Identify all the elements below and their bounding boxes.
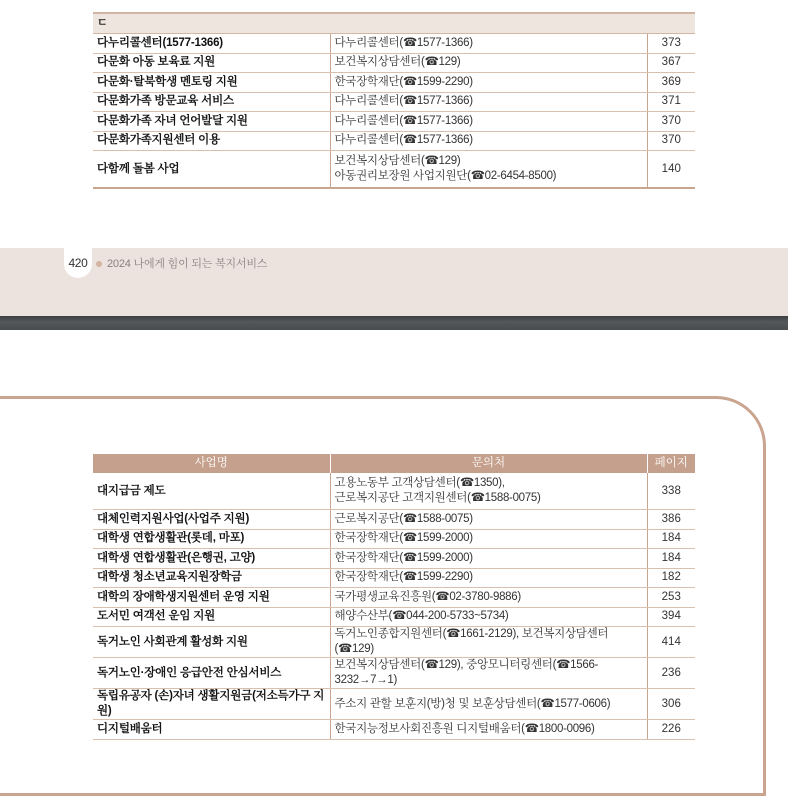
contact-line: 근로복지공단(☎1588-0075): [334, 512, 473, 525]
contact-info: [330, 627, 647, 658]
table-row: [93, 34, 695, 54]
contact-line: 다누리콜센터(☎1577-1366): [334, 36, 473, 49]
table-row: [93, 658, 695, 689]
contact-info: [330, 658, 647, 689]
table-row: [93, 588, 695, 608]
contact-info: [330, 529, 647, 549]
contact-line: 보건복지상담센터(☎129), 중앙모니터링센터(☎1566-3232→7→1): [334, 659, 599, 686]
page-ref: 373: [647, 34, 695, 54]
contact-info: [330, 510, 647, 530]
table-row: [93, 73, 695, 93]
table-row: [93, 151, 695, 189]
program-name: 대학생 청소년교육지원장학금: [93, 568, 330, 588]
program-name: 도서민 여객선 운임 지원: [93, 607, 330, 627]
page-ref: 184: [647, 529, 695, 549]
contact-info: [330, 53, 647, 73]
program-name: 독거노인·장애인 응급안전 안심서비스: [93, 658, 330, 689]
page-ref: 253: [647, 588, 695, 608]
contact-info: [330, 73, 647, 93]
contact-line: 다누리콜센터(☎1577-1366): [334, 114, 473, 127]
contact-line: 보건복지상담센터(☎129): [334, 56, 461, 69]
table-row: [93, 53, 695, 73]
program-name: 다누리콜센터(1577-1366): [93, 34, 330, 54]
table-header-row: [93, 454, 695, 473]
bullet-dot-icon: [96, 261, 102, 267]
contact-line: 한국장학재단(☎1599-2000): [334, 532, 473, 545]
page-ref: 182: [647, 568, 695, 588]
page-ref: 338: [647, 473, 695, 510]
header-name: 사업명: [93, 454, 330, 473]
contact-line: 다누리콜센터(☎1577-1366): [334, 134, 473, 147]
table-row: [93, 510, 695, 530]
contact-line: 아동권리보장원 사업지원단(☎02-6454-8500): [334, 170, 557, 182]
program-name: 다함께 돌봄 사업: [93, 151, 330, 189]
contact-info: [330, 607, 647, 627]
program-name: 대체인력지원사업(사업주 지원): [93, 510, 330, 530]
contact-line: 주소지 관할 보훈지(방)청 및 보훈상담센터(☎1577-0606): [334, 697, 611, 710]
page-ref: 226: [647, 720, 695, 740]
program-name: 다문화·탈북학생 멘토링 지원: [93, 73, 330, 93]
page-ref: 386: [647, 510, 695, 530]
page-ref: 394: [647, 607, 695, 627]
program-name: 대학의 장애학생지원센터 운영 지원: [93, 588, 330, 608]
contact-info: [330, 112, 647, 132]
table-row: [93, 473, 695, 510]
contact-line: 근로복지공단 고객지원센터(☎1588-0075): [334, 492, 541, 504]
page-ref: 236: [647, 658, 695, 689]
program-name: 다문화가족 방문교육 서비스: [93, 92, 330, 112]
contact-info: [330, 720, 647, 740]
page-number: 420: [64, 248, 92, 278]
page-ref: 184: [647, 549, 695, 569]
contact-line: 한국장학재단(☎1599-2290): [334, 571, 473, 584]
program-name: 대학생 연합생활관(은행권, 고양): [93, 549, 330, 569]
page-ref: 140: [647, 151, 695, 189]
header-contact: 문의처: [330, 454, 647, 473]
program-name: 독거노인 사회관계 활성화 지원: [93, 627, 330, 658]
table-row: [93, 568, 695, 588]
page-ref: 370: [647, 131, 695, 151]
page-ref: 414: [647, 627, 695, 658]
table-row: [93, 92, 695, 112]
bottom-index-table: [93, 454, 695, 740]
contact-line: 한국장학재단(☎1599-2000): [334, 551, 473, 564]
contact-line: 국가평생교육진흥원(☎02-3780-9886): [334, 590, 521, 603]
contact-info: [330, 473, 647, 510]
page-ref: 369: [647, 73, 695, 93]
table-row: [93, 627, 695, 658]
table-row: [93, 607, 695, 627]
program-name: 디지털배움터: [93, 720, 330, 740]
program-name: 대학생 연합생활관(롯데, 마포): [93, 529, 330, 549]
contact-info: [330, 588, 647, 608]
contact-line: 고용노동부 고객상담센터(☎1350),: [334, 477, 505, 489]
table-row: [93, 689, 695, 720]
table-row: [93, 529, 695, 549]
section-header-row: [93, 13, 695, 34]
contact-line: 독거노인종합지원센터(☎1661-2129), 보건복지상담센터(☎129): [334, 628, 609, 655]
contact-line: 해양수산부(☎044-200-5733~5734): [334, 610, 509, 623]
contact-line: 한국장학재단(☎1599-2290): [334, 75, 473, 88]
contact-info: [330, 131, 647, 151]
contact-info: [330, 689, 647, 720]
header-page: 페이지: [647, 454, 695, 473]
table-row: [93, 720, 695, 740]
table-row: [93, 112, 695, 132]
page-separator-bar: [0, 316, 788, 330]
top-index-table: [93, 12, 695, 189]
table-row: [93, 549, 695, 569]
contact-info: [330, 568, 647, 588]
program-name: 다문화가족지원센터 이용: [93, 131, 330, 151]
contact-info: [330, 151, 647, 189]
contact-info: [330, 34, 647, 54]
page-ref: 367: [647, 53, 695, 73]
book-title: 2024 나에게 힘이 되는 복지서비스: [107, 258, 268, 270]
page-ref: 371: [647, 92, 695, 112]
contact-line: 다누리콜센터(☎1577-1366): [334, 95, 473, 108]
table-row: [93, 131, 695, 151]
section-label: ㄷ: [93, 13, 695, 34]
contact-info: [330, 92, 647, 112]
contact-info: [330, 549, 647, 569]
program-name: 다문화가족 자녀 언어발달 지원: [93, 112, 330, 132]
program-name: 독립유공자 (손)자녀 생활지원금(저소득가구 지원): [93, 689, 330, 720]
page-ref: 370: [647, 112, 695, 132]
program-name: 다문화 아동 보육료 지원: [93, 53, 330, 73]
page-ref: 306: [647, 689, 695, 720]
program-name: 대지급금 제도: [93, 473, 330, 510]
contact-line: 보건복지상담센터(☎129): [334, 155, 461, 167]
contact-line: 한국지능정보사회진흥원 디지털배움터(☎1800-0096): [334, 722, 595, 735]
